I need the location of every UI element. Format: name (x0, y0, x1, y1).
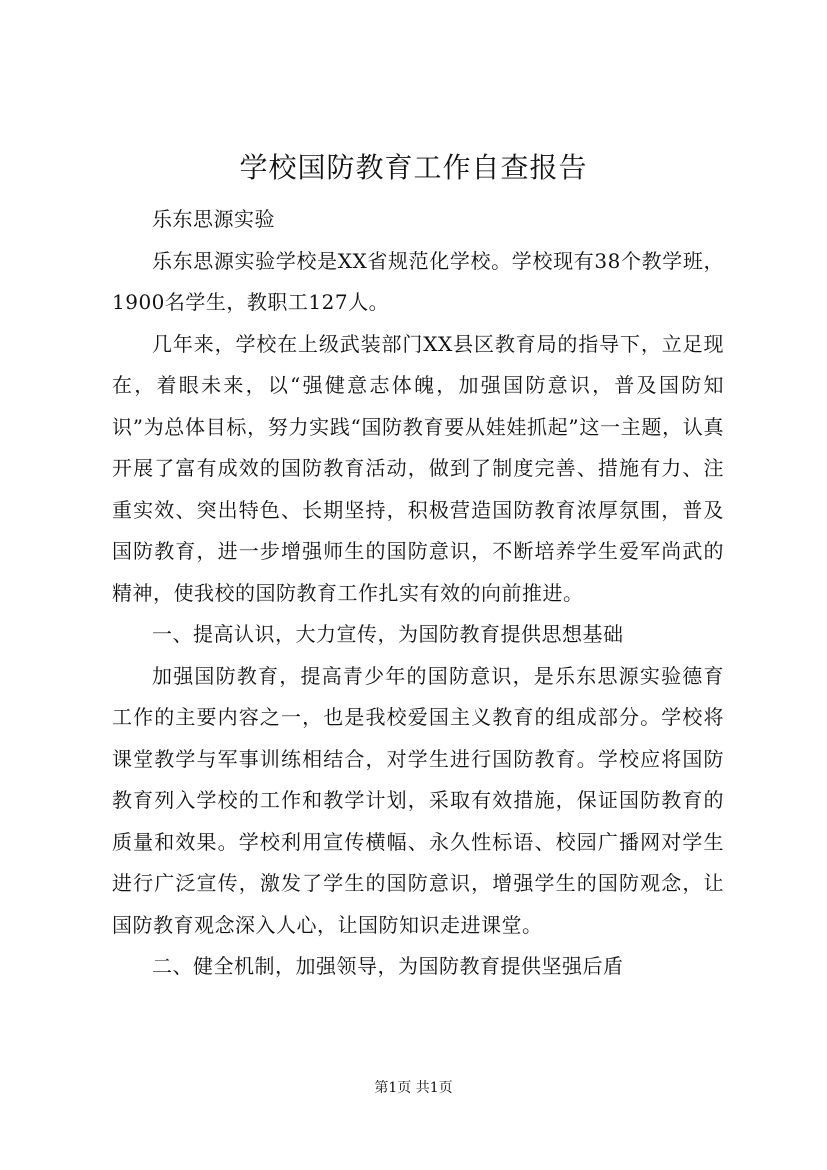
overview-paragraph: 几年来，学校在上级武装部门XX县区教育局的指导下，立足现在，着眼未来，以“强健意志体魄，加强国防意识，普及国防知识”为总体目标，努力实践“国防教育要从娃娃抓起”这一主题，认真开展了富有成效的国防教育活动，做到了制度完善、措施有力、注重实效、突出特色、长期坚持，积极营造国防教育浓厚氛围，普及国防教育，进一步增强师生的国防意识，不断培养学生爱军尚武的精神，使我校的国防教育工作扎实有效的向前推进。 (112, 331, 724, 605)
author-line: 乐东思源实验 (152, 207, 275, 231)
section-heading-2: 二、健全机制，加强领导，为国防教育提供坚强后盾 (152, 954, 624, 978)
section-heading-1: 一、提高认识，大力宣传，为国防教育提供思想基础 (152, 622, 624, 646)
intro-paragraph: 乐东思源实验学校是XX省规范化学校。学校现有38个教学班，1900名学生，教职工127人。 (112, 248, 724, 314)
document-body (112, 199, 724, 988)
document-title: 学校国防教育工作自查报告 (239, 151, 588, 184)
section-1-paragraph: 加强国防教育，提高青少年的国防意识，是乐东思源实验德育工作的主要内容之一，也是我校爱国主义教育的组成部分。学校将课堂教学与军事训练相结合，对学生进行国防教育。学校应将国防教育列入学校的工作和教学计划，采取有效措施，保证国防教育的质量和效果。学校利用宣传横幅、永久性标语、校园广播网对学生进行广泛宣传，激发了学生的国防意识，增强学生的国防观念，让国防教育观念深入人心，让国防知识走进课堂。 (112, 663, 724, 937)
page-footer: 第1页 共1页 (374, 1080, 453, 1096)
